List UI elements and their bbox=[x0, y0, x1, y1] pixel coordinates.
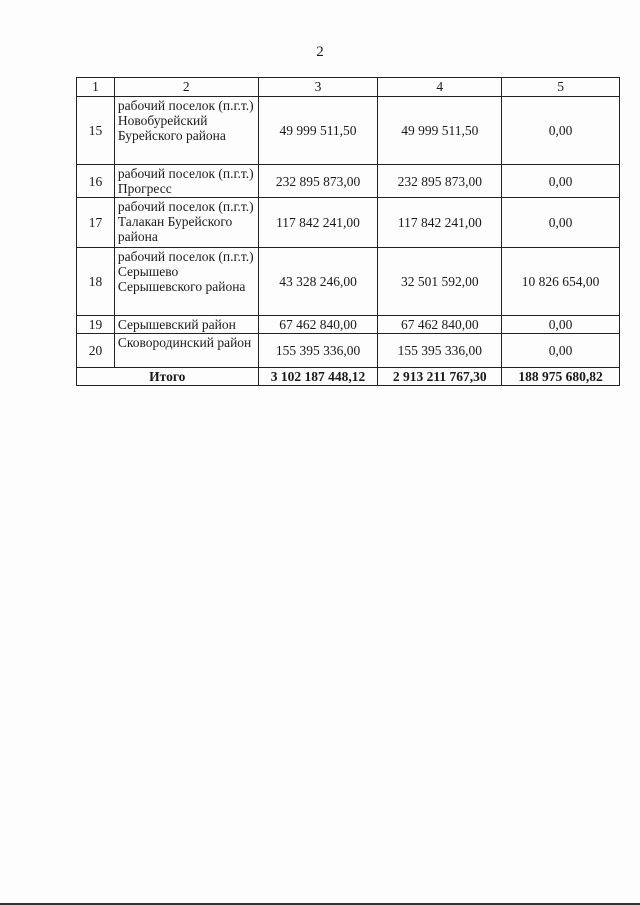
amount-col4: 49 999 511,50 bbox=[378, 97, 502, 165]
row-number: 20 bbox=[77, 334, 115, 368]
table-row bbox=[77, 198, 620, 248]
amount-col4: 32 501 592,00 bbox=[378, 248, 502, 316]
row-number: 17 bbox=[77, 198, 115, 248]
amount-col4: 155 395 336,00 bbox=[378, 334, 502, 368]
amount-col3: 155 395 336,00 bbox=[258, 334, 378, 368]
municipality-name: Сковородинский район bbox=[114, 334, 258, 368]
column-header: 5 bbox=[502, 78, 620, 97]
table-row bbox=[77, 97, 620, 165]
amount-col5: 0,00 bbox=[502, 165, 620, 198]
amount-col3: 67 462 840,00 bbox=[258, 316, 378, 334]
total-col3: 3 102 187 448,12 bbox=[258, 368, 378, 386]
amount-col5: 0,00 bbox=[502, 198, 620, 248]
municipality-name: рабочий поселок (п.г.т.) Новобурейский Бурейского района bbox=[114, 97, 258, 165]
municipality-name: рабочий поселок (п.г.т.) Прогресс bbox=[114, 165, 258, 198]
table-row bbox=[77, 334, 620, 368]
amount-col3: 232 895 873,00 bbox=[258, 165, 378, 198]
column-header: 1 bbox=[77, 78, 115, 97]
total-label: Итого bbox=[77, 368, 259, 386]
amount-col3: 43 328 246,00 bbox=[258, 248, 378, 316]
amount-col4: 117 842 241,00 bbox=[378, 198, 502, 248]
amount-col4: 67 462 840,00 bbox=[378, 316, 502, 334]
table-row bbox=[77, 248, 620, 316]
total-col5: 188 975 680,82 bbox=[502, 368, 620, 386]
amount-col5: 10 826 654,00 bbox=[502, 248, 620, 316]
municipality-name: рабочий поселок (п.г.т.) Серышево Серышевского района bbox=[114, 248, 258, 316]
row-number: 18 bbox=[77, 248, 115, 316]
amount-col3: 117 842 241,00 bbox=[258, 198, 378, 248]
amount-col5: 0,00 bbox=[502, 97, 620, 165]
row-number: 15 bbox=[77, 97, 115, 165]
column-header: 4 bbox=[378, 78, 502, 97]
column-header: 3 bbox=[258, 78, 378, 97]
column-header: 2 bbox=[114, 78, 258, 97]
amount-col3: 49 999 511,50 bbox=[258, 97, 378, 165]
page-number: 2 bbox=[316, 44, 324, 60]
total-col4: 2 913 211 767,30 bbox=[378, 368, 502, 386]
total-row bbox=[77, 368, 620, 386]
municipality-name: рабочий поселок (п.г.т.) Талакан Бурейского района bbox=[114, 198, 258, 248]
table-row bbox=[77, 316, 620, 334]
row-number: 16 bbox=[77, 165, 115, 198]
row-number: 19 bbox=[77, 316, 115, 334]
amount-col5: 0,00 bbox=[502, 316, 620, 334]
municipality-name: Серышевский район bbox=[114, 316, 258, 334]
table-header-row bbox=[77, 78, 620, 97]
budget-table bbox=[76, 77, 620, 386]
table-row bbox=[77, 165, 620, 198]
amount-col5: 0,00 bbox=[502, 334, 620, 368]
amount-col4: 232 895 873,00 bbox=[378, 165, 502, 198]
